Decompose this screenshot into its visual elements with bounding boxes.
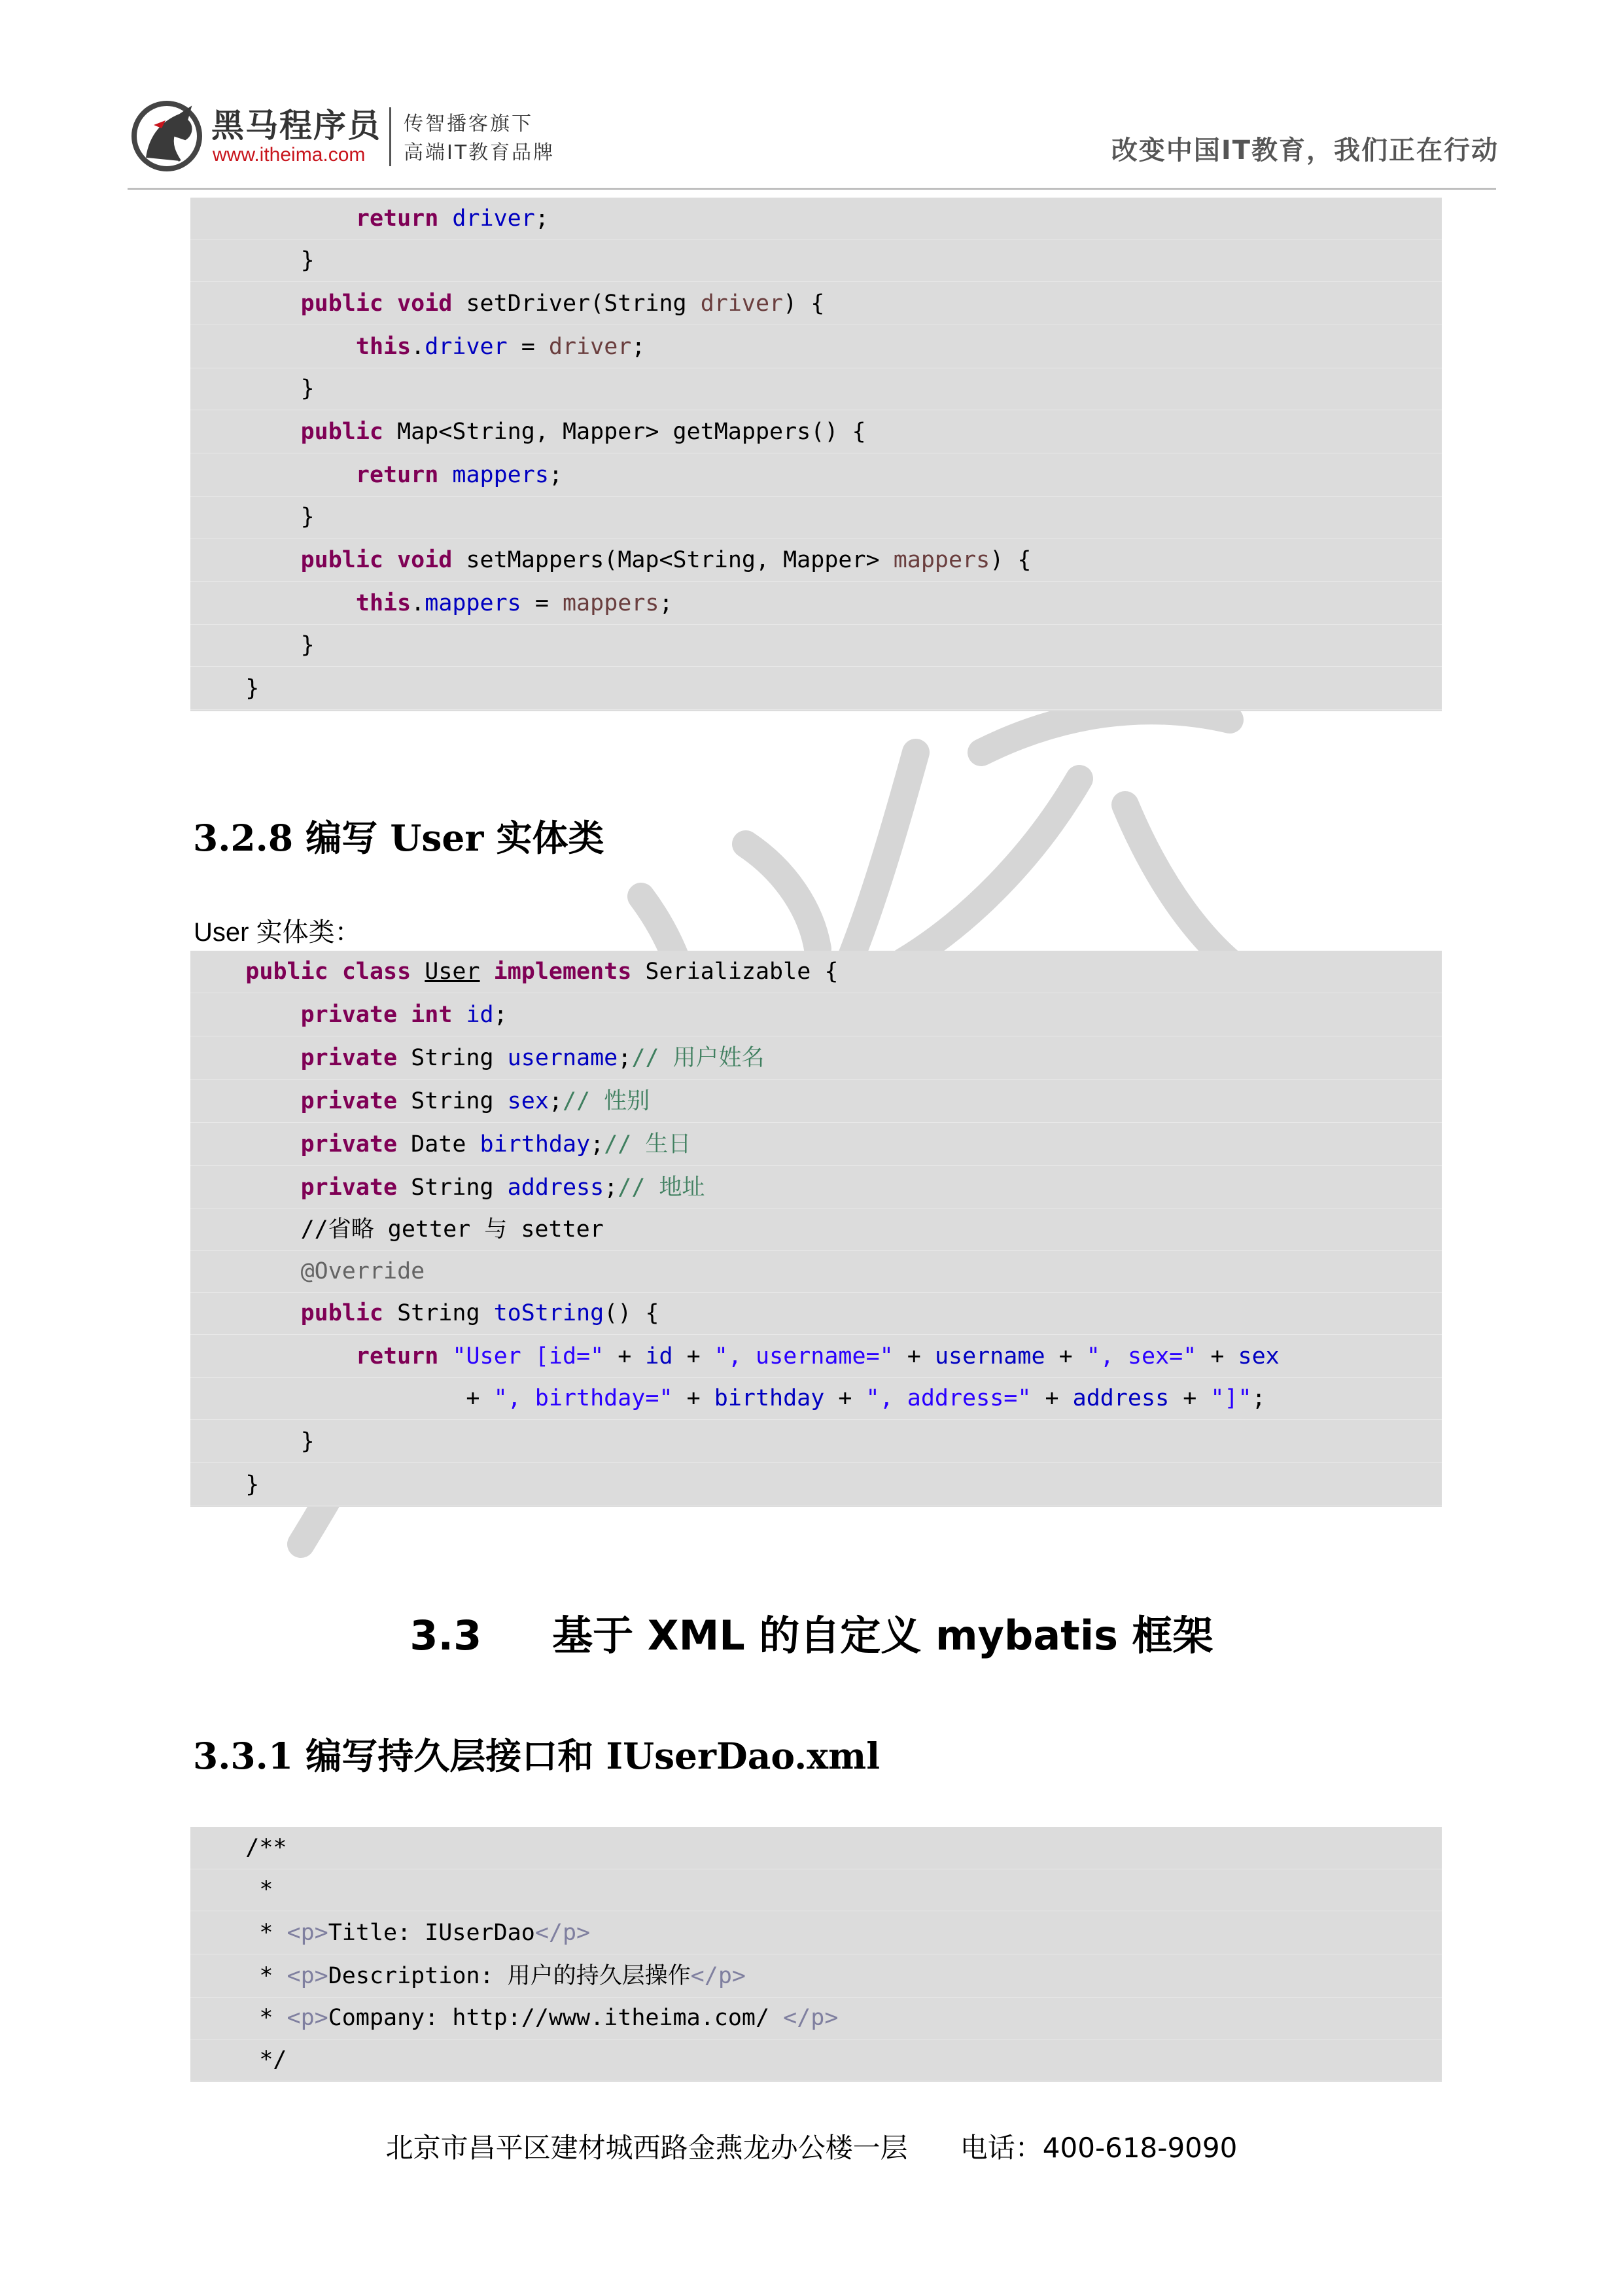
header-slogan: 改变中国IT教育，我们正在行动 [1111,135,1499,166]
code-line: } [190,1464,1442,1506]
code-line: //省略 getter 与 setter [190,1209,1442,1251]
code-line: } [190,239,1442,282]
code-line: private String username;// 用户姓名 [190,1037,1442,1080]
section-heading-3-3: 3.3 基于 XML 的自定义 mybatis 框架 [410,1612,1213,1659]
code-line: } [190,1421,1442,1463]
code-line: } [190,624,1442,667]
code-line: */ [190,2039,1442,2081]
section-intro: User 实体类： [194,918,361,947]
logo-tagline-2: 高端IT教育品牌 [404,141,555,164]
code-line: private String address;// 地址 [190,1167,1442,1209]
logo-name: 黑马程序员 [211,107,381,145]
code-line: private int id; [190,994,1442,1036]
code-line: public void setDriver(String driver) { [190,283,1442,325]
code-line: return driver; [190,198,1442,240]
code-line: private Date birthday;// 生日 [190,1123,1442,1166]
code-block-3 [190,1827,1442,2082]
logo-url: www.itheima.com [213,144,366,166]
code-line: this.mappers = mappers; [190,582,1442,625]
code-line: private String sex;// 性别 [190,1080,1442,1123]
footer-phone: 电话：400-618-9090 [960,2132,1238,2164]
code-line: @Override [190,1250,1442,1293]
code-line: return "User [id=" + id + ", username=" + username + ", sex=" + sex [190,1335,1442,1378]
code-block-2 [190,951,1442,1507]
code-line: } [190,496,1442,539]
code-line: this.driver = driver; [190,326,1442,368]
section-heading-3-2-8: 3.2.8 编写 User 实体类 [193,817,604,859]
code-line: public String toString() { [190,1292,1442,1335]
section-heading-3-3-1: 3.3.1 编写持久层接口和 IUserDao.xml [193,1735,881,1777]
code-line: /** [190,1827,1442,1869]
code-line: + ", birthday=" + birthday + ", address=" + address + "]"; [190,1377,1442,1420]
logo-divider [389,107,391,166]
code-line: public void setMappers(Map<String, Mapper> mappers) { [190,539,1442,582]
code-line: public Map<String, Mapper> getMappers() { [190,411,1442,453]
header-divider [128,188,1496,190]
code-line: } [190,368,1442,410]
code-line: * [190,1869,1442,1911]
code-line: * <p>Description: 用户的持久层操作</p> [190,1955,1442,1998]
horse-logo-icon [128,96,206,174]
code-line: } [190,667,1442,710]
code-line: return mappers; [190,454,1442,497]
code-block-1 [190,198,1442,711]
page-footer [0,2127,1623,2166]
brand-logo [128,93,572,178]
logo-tagline-1: 传智播客旗下 [404,113,533,135]
code-line: * <p>Title: IUserDao</p> [190,1912,1442,1954]
footer-address: 北京市昌平区建材城西路金燕龙办公楼一层 [385,2132,908,2164]
code-line: * <p>Company: http://www.itheima.com/ </p> [190,1997,1442,2040]
code-line: public class User implements Serializable { [190,951,1442,993]
